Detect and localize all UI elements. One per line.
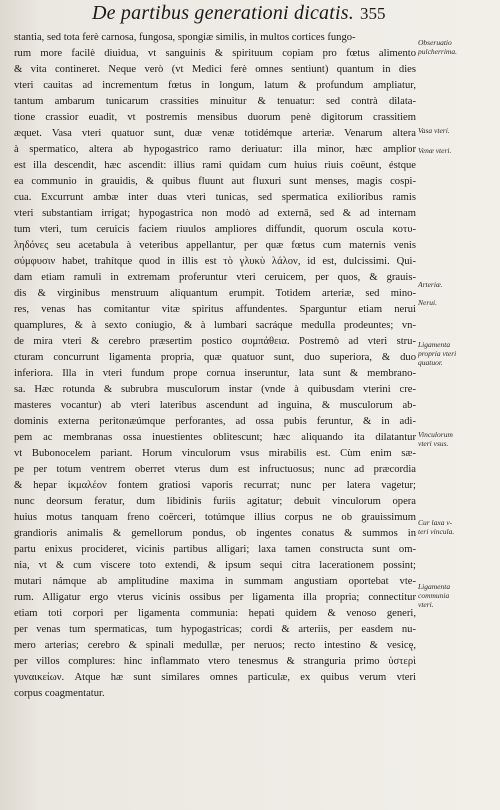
text-line: masteres vocantur) ab vteri lateribus ascendunt ad inguina, & musculorum ab- [14,400,416,411]
text-line: dominis externa peritonæúmque perforantes, ad ossa pubis feruntur, & in adi- [14,416,416,427]
body-text [14,30,416,702]
margin-note [418,430,453,448]
text-line: mutari námque ab amplitudine maxima in summam angustiam oportebat vte- [14,576,416,587]
text-line: tione crassior euadit, vt postremis mensibus duorum penè digitorum crassitiem [14,112,416,123]
margin-note-line: Ligamenta [418,340,451,349]
margin-note-line: communia [418,591,450,600]
margin-note-line: Arteriæ. [418,280,443,289]
text-line: tantum ambarum tunicarum crassities minuitur & tenuatur: sed contrà dilata- [14,96,416,107]
text-line: vt Bubonocelem pariant. Horum vinculorum vsus mirabilis est. Cùm enim sæ- [14,448,416,459]
text-line: res, venas has comitantur vitæ spiritus affundentes. Sparguntur etiam nerui [14,304,416,315]
text-line: & vita contineret. Neque verò (vt Medici ferè omnes sentiunt) quantum in dies [14,64,416,75]
text-line: dis & virginibus menstruum aliquantum erumpit. Totidem arteriæ, sed mino- [14,288,416,299]
margin-note [418,38,457,56]
margin-note-line: Cur laxa v- [418,518,453,527]
text-line: ληδόνες seu acetabula à veteribus appellantur, per quæ fœtus cum maternis venis [14,240,416,251]
margin-note-line: vteri vsus. [418,439,449,448]
text-line: sa. Hæc rotunda & subrubra musculorum instar (vnde à quibusdam vterini cre- [14,384,416,395]
margin-note-line: teri vincula. [418,527,455,536]
text-line: à spermatico, altera ab hypogastrico ramo deriuatur: illa minor, hæc amplior [14,144,416,155]
margin-note-line: pulcherrima. [418,47,457,56]
margin-note-line: vteri. [418,600,434,609]
text-line: partu enixus procideret, vicinis partibus alligari; laxa tamen constructa sunt om- [14,544,416,555]
text-line: tum vteri, tum ceruicis faciem riuulos ampliores diffundit, quorum oscula κοτυ- [14,224,416,235]
text-line: nunc deorsum feratur, dum libidinis furiis agitatur; debuit vinculorum opera [14,496,416,507]
margin-note [418,518,454,536]
text-line: per villos complures: hinc inflammato vtero tenesmus & stranguria primo ὑστερὶ [14,656,416,667]
text-line: mero arterias; cerebro & spinali medullæ, per neruos; recto intestino & vesicę, [14,640,416,651]
text-line: grandioris animalis & gemellorum pondus, ob ingentes conatus & summos in [14,528,416,539]
margin-note-line: Nerui. [418,298,437,307]
margin-note-line: propria vteri [418,349,457,358]
running-title: De partibus generationi dicatis. [92,2,354,24]
margin-note [418,298,437,307]
text-line: ea communio in grauidis, & quibus fluunt aut fluxuri sunt menses, magis cospi- [14,176,416,187]
margin-note [418,582,450,609]
margin-note [418,280,443,289]
margin-note [418,340,456,367]
margin-note [418,146,451,155]
text-line: cturam concurrunt ligamenta propria, quæ quatuor sunt, duo superiora, & duo [14,352,416,363]
text-line: dam etiam ramuli in extremam proferuntur vteri ceruicem, per quos, & grauis- [14,272,416,283]
running-header [0,2,500,26]
text-line: de mira vteri & cerebro præsertim postico συμπάθεια. Postremò ad vteri stru- [14,336,416,347]
text-line: quamplures, & à sexto coniugio, & à lumbari sacráque medulla prodeuntes; vn- [14,320,416,331]
text-line: corpus coagmentatur. [14,688,105,699]
text-line: nia, vt & cum viscere toto extendi, & ipsum sequi citra lacerationem possint; [14,560,416,571]
margin-note-line: Vasa vteri. [418,126,450,135]
margin-note [418,126,450,135]
text-line: huius motus tanquam freno coërceri, totúmque illius corpus ne ob grauissimum [14,512,416,523]
text-line: per venas tum spermaticas, tum hypogastricas; cordi & arteriis, per easdem nu- [14,624,416,635]
text-line: vteri cauitas ad incrementum fœtus in longum, latum & profundum ampliatur, [14,80,416,91]
text-line: rum more facilè diuidua, vt sanguinis & spirituum copiam pro fœtus alimento [14,48,416,59]
page-number: 355 [360,4,386,23]
text-line: pem ac membranas ossa inuestientes oblitescunt; hæc aliquando ita dilatantur [14,432,416,443]
text-line: est illa descendit, hæc ascendit: illius rami quidam cum huius riuis coëunt, éstque [14,160,416,171]
text-line: vteri substantiam irrigat; hypogastrica non modò ad externā, sed & ad internam [14,208,416,219]
text-line: æquet. Vasa vteri quatuor sunt, duæ venæ totidémque arteriæ. Venarum altera [14,128,416,139]
margin-note-line: quatuor. [418,358,443,367]
margin-note-line: Venæ vteri. [418,146,452,155]
text-line: cua. Excurrunt ambæ inter duas vteri tunicas, sed spermatica exilioribus ramis [14,192,416,203]
text-line: rum. Alligatur ergo vterus vicinis ossibus per ligamenta illa propria; connectitur [14,592,416,603]
text-line: pe per totum ventrem oberret vterus dum est infructuosus; nunc ad præcordia [14,464,416,475]
margin-note-line: Ligamenta [418,582,451,591]
text-line: σύμφυσιν habet, trahítque quod in illis est τὸ γλυκὺ λάλον, id est, dulcissimi. Qui- [14,256,416,267]
text-line: & hepar ἰκμαλέον fontem gratiosi vaporis recurrat; nunc per latera vagetur; [14,480,416,491]
margin-note-line: Vinculorum [418,430,453,439]
text-line: γυναικείων. Atque hæ sunt similares omnes particulæ, ex quibus verum vteri [14,672,416,683]
text-line: stantia, sed tota ferè carnosa, fungosa, spongiæ similis, in multos cortices fungo- [14,32,356,43]
margin-note-line: Obseruatio [418,38,452,47]
text-line: etiam toti corpori per ligamenta communia: hepati quidem & venoso generi, [14,608,416,619]
text-line: inferiora. Illa in vteri fundum prope cornua inseruntur, lata sunt & membrano- [14,368,416,379]
